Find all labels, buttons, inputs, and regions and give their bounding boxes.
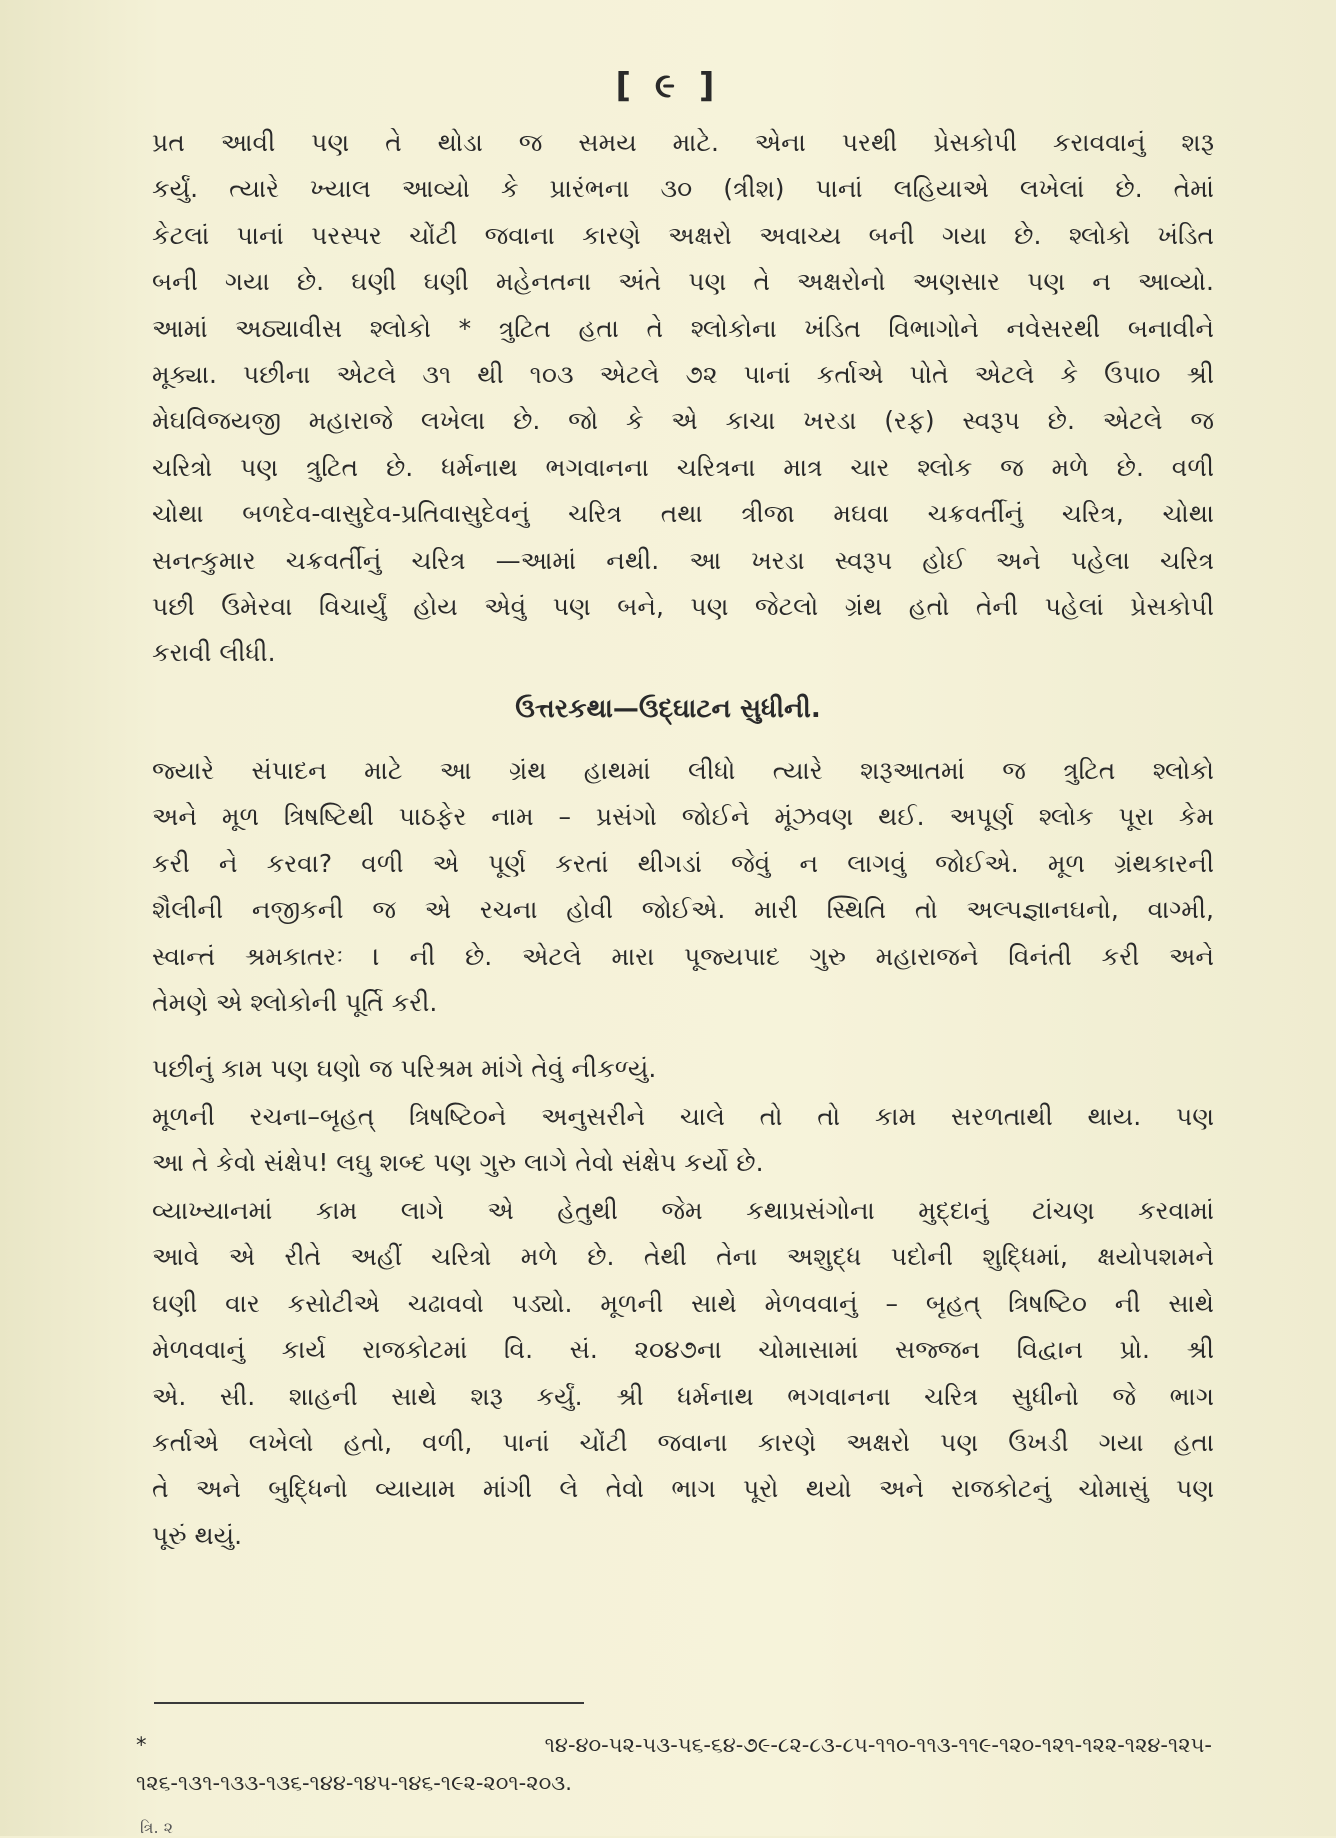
- text-line: મૂક્યા. પછીના એટલે ૩૧ થી ૧૦૩ એટલે ૭૨ પાનાં કર્તાએ પોતે એટલે કે ઉપા૦ શ્રી: [152, 360, 1214, 390]
- text-line: સ્વાન્તં શ્રમકાતરઃ । ની છે. એટલે મારા પૂજ્યપાદ ગુરુ મહારાજને વિનંતી કરી અને: [152, 941, 1214, 971]
- footnote-line: * ૧૪-૪૦-૫૨-૫૩-૫૬-૬૪-૭૯-૮૨-૮૩-૮૫-૧૧૦-૧૧૩-૧૧૯-૧૨૦-૧૨૧-૧૨૨-૧૨૪-૧૨૫-: [136, 1733, 1212, 1757]
- paragraph-2: [152, 748, 1214, 1026]
- text-line: પછીનું કામ પણ ઘણો જ પરિશ્રમ માંગે તેવું નીકળ્યું.: [152, 1054, 657, 1083]
- paragraph-1: [152, 120, 1214, 677]
- text-line: બની ગયા છે. ઘણી ઘણી મહેનતના અંતે પણ તે અક્ષરોનો અણસાર પણ ન આવ્યો.: [152, 267, 1214, 297]
- text-line: મેળવવાનું કાર્ય રાજકોટમાં વિ. સં. ૨૦૪૭ના ચોમાસામાં સજ્જન વિદ્વાન પ્રો. શ્રી: [152, 1335, 1214, 1365]
- text-line: કેટલાં પાનાં પરસ્પર ચોંટી જવાના કારણે અક્ષરો અવાચ્ય બની ગયા છે. શ્લોકો ખંડિત: [152, 220, 1214, 250]
- text-line: મૂળની રચના–બૃહત્ ત્રિષષ્ટિ૦ને અનુસરીને ચાલે તો તો કામ સરળતાથી થાય. પણ: [152, 1102, 1214, 1131]
- paragraph-3: [152, 1046, 1214, 1092]
- footnote-line: ૧૨૬-૧૩૧-૧૩૩-૧૩૬-૧૪૪-૧૪૫-૧૪૬-૧૯૨-૨૦૧-૨૦૩.: [136, 1771, 572, 1795]
- footnote-divider: [154, 1702, 584, 1704]
- text-line: આવે એ રીતે અહીં ચરિત્રો મળે છે. તેથી તેના અશુદ્ધ પદોની શુદ્ધિમાં, ક્ષયોપશમને: [152, 1242, 1214, 1272]
- paragraph-5: [152, 1188, 1214, 1559]
- text-line: આ તે કેવો સંક્ષેપ! લઘુ શબ્દ પણ ગુરુ લાગે તેવો સંક્ષેપ કર્યો છે.: [152, 1148, 764, 1178]
- text-line: સનત્કુમાર ચક્રવર્તીનું ચરિત્ર —આમાં નથી. આ ખરડા સ્વરૂપ હોઈ અને પહેલા ચરિત્ર: [152, 545, 1214, 575]
- text-line: આમાં અઠ્યાવીસ શ્લોકો * ત્રુટિત હતા તે શ્લોકોના ખંડિત વિભાગોને નવેસરથી બનાવીને: [152, 313, 1214, 343]
- signature-mark: ત્રિ. ૨: [140, 1818, 174, 1837]
- text-line: મેઘવિજયજી મહારાજે લખેલા છે. જો કે એ કાચા ખરડા (રફ) સ્વરૂપ છે. એટલે જ: [152, 406, 1214, 436]
- text-line: વ્યાખ્યાનમાં કામ લાગે એ હેતુથી જેમ કથાપ્રસંગોના મુદ્દાનું ટાંચણ કરવામાં: [152, 1196, 1214, 1225]
- text-line: અને મૂળ ત્રિષષ્ટિથી પાઠફેર નામ – પ્રસંગો જોઈને મૂંઝવણ થઈ. અપૂર્ણ શ્લોક પૂરા કેમ: [152, 802, 1214, 832]
- text-line: કર્યું. ત્યારે ખ્યાલ આવ્યો કે પ્રારંભના ૩૦ (ત્રીશ) પાનાં લહિયાએ લખેલાં છે. તેમાં: [152, 174, 1214, 204]
- text-line: જ્યારે સંપાદન માટે આ ગ્રંથ હાથમાં લીધો ત્યારે શરૂઆતમાં જ ત્રુટિત શ્લોકો: [152, 756, 1214, 785]
- text-line: શૈલીની નજીકની જ એ રચના હોવી જોઈએ. મારી સ્થિતિ તો અલ્પજ્ઞાનઘનો, વાગ્મી,: [152, 895, 1214, 925]
- text-line: કર્તાએ લખેલો હતો, વળી, પાનાં ચોંટી જવાના કારણે અક્ષરો પણ ઉખડી ગયા હતા: [152, 1428, 1214, 1458]
- text-line: તેમણે એ શ્લોકોની પૂર્તિ કરી.: [152, 988, 438, 1018]
- footnote: [136, 1726, 1212, 1802]
- text-line: પૂરું થયું.: [152, 1520, 243, 1550]
- text-line: ચરિત્રો પણ ત્રુટિત છે. ધર્મનાથ ભગવાનના ચરિત્રના માત્ર ચાર શ્લોક જ મળે છે. વળી: [152, 452, 1214, 482]
- text-line: કરાવી લીધી.: [152, 638, 276, 668]
- text-line: પછી ઉમેરવા વિચાર્યું હોય એવું પણ બને, પણ જેટલો ગ્રંથ હતો તેની પહેલાં પ્રેસકોપી: [152, 592, 1214, 622]
- text-line: પ્રત આવી પણ તે થોડા જ સમય માટે. એના પરથી પ્રેસકોપી કરાવવાનું શરૂ: [152, 128, 1214, 157]
- text-line: ચોથા બળદેવ-વાસુદેવ-પ્રતિવાસુદેવનું ચરિત્ર તથા ત્રીજા મઘવા ચક્રવર્તીનું ચરિત્ર, ચોથા: [152, 499, 1214, 529]
- text-line: એ. સી. શાહની સાથે શરૂ કર્યું. શ્રી ધર્મનાથ ભગવાનના ચરિત્ર સુધીનો જે ભાગ: [152, 1381, 1214, 1411]
- text-line: કરી ને કરવા? વળી એ પૂર્ણ કરતાં થીગડાં જેવું ન લાગવું જોઈએ. મૂળ ગ્રંથકારની: [152, 848, 1214, 878]
- section-heading: ઉત્તરકથા—ઉદ્ઘાટન સુધીની.: [515, 694, 821, 724]
- text-line: તે અને બુદ્ધિનો વ્યાયામ માંગી લે તેવો ભાગ પૂરો થયો અને રાજકોટનું ચોમાસું પણ: [152, 1474, 1214, 1504]
- paragraph-4: [152, 1094, 1214, 1187]
- text-line: ઘણી વાર કસોટીએ ચઢાવવો પડ્યો. મૂળની સાથે મેળવવાનું – બૃહત્ ત્રિષષ્ટિ૦ ની સાથે: [152, 1288, 1214, 1318]
- page-number: [ ૯ ]: [615, 66, 721, 106]
